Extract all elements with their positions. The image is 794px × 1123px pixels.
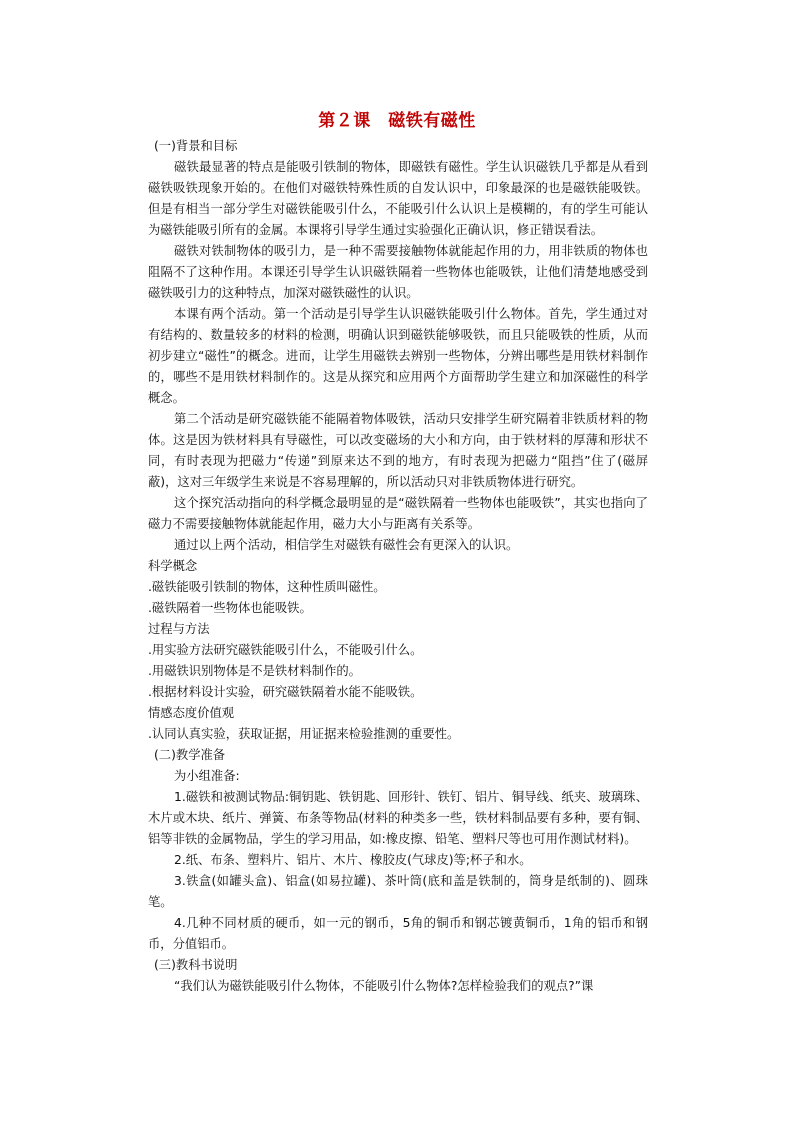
prep-item-4: 4.几种不同材质的硬币，如一元的钢币，5角的铜币和钢芯镀黄铜币，1角的铝币和钢币，分值铝币。 bbox=[148, 916, 648, 951]
document-body bbox=[148, 136, 648, 997]
attitude-heading: 情感态度价值观 bbox=[148, 706, 235, 720]
prep-item-3: 3.铁盒(如罐头盒)、铝盒(如易拉罐)、茶叶筒(底和盖是铁制的，筒身是纸制的)、圆珠笔。 bbox=[148, 874, 648, 909]
science-concept-heading: 科学概念 bbox=[148, 559, 198, 573]
science-concept-item-1: .磁铁能吸引铁制的物体，这种性质叫磁性。 bbox=[148, 580, 386, 594]
science-concept-item-2: .磁铁隔着一些物体也能吸铁。 bbox=[148, 601, 312, 615]
lesson-title: 第２课 磁铁有磁性 bbox=[318, 111, 476, 131]
paragraph-2: 磁铁对铁制物体的吸引力，是一种不需要接触物体就能起作用的力，用非铁质的物体也阻隔不了这种作用。本课还引导学生认识磁铁隔着一些物体也能吸铁，让他们清楚地感受到磁铁吸引力的这种特点，加深对磁铁磁性的认识。 bbox=[148, 244, 648, 300]
process-method-item-3: .根据材料设计实验，研究磁铁隔着水能不能吸铁。 bbox=[148, 685, 423, 699]
prep-item-1: 1.磁铁和被测试物品:铜钥匙、铁钥匙、回形针、铁钉、铝片、铜导线、纸夹、玻璃珠、木片或木块、纸片、弹簧、布条等物品(材料的种类多一些，铁材料制品要有多种，要有铜、铝等非铁的金属物品，学生的学习用品，如:橡皮擦、铅笔、塑料尺等也可用作测试材料)。 bbox=[148, 790, 648, 846]
section-heading-background: (一)背景和目标 bbox=[154, 139, 238, 153]
paragraph-last: “我们认为磁铁能吸引什么物体，不能吸引什么物体?怎样检验我们的观点?”课 bbox=[174, 979, 594, 993]
prep-item-2: 2.纸、布条、塑料片、铝片、木片、橡胶皮(气球皮)等;杯子和水。 bbox=[174, 853, 532, 867]
paragraph-1: 磁铁最显著的特点是能吸引铁制的物体，即磁铁有磁性。学生认识磁铁几乎都是从看到磁铁吸铁现象开始的。在他们对磁铁特殊性质的自发认识中，印象最深的也是磁铁能吸铁。但是有相当一部分学生对磁铁能吸引什么，不能吸引什么认识上是模糊的，有的学生可能认为磁铁能吸引所有的金属。本课将引导学生通过实验强化正确认识，修正错误看法。 bbox=[148, 160, 648, 237]
paragraph-4: 第二个活动是研究磁铁能不能隔着物体吸铁，活动只安排学生研究隔着非铁质材料的物体。这是因为铁材料具有导磁性，可以改变磁场的大小和方向，由于铁材料的厚薄和形状不同，有时表现为把磁力“传递”到原来达不到的地方，有时表现为把磁力“阻挡”住了(磁屏蔽)，这对三年级学生来说是不容易理解的，所以活动只对非铁质物体进行研究。 bbox=[148, 412, 648, 489]
paragraph-3: 本课有两个活动。第一个活动是引导学生认识磁铁能吸引什么物体。首先，学生通过对有结构的、数量较多的材料的检测，明确认识到磁铁能够吸铁，而且只能吸铁的性质，从而初步建立“磁性”的概念。进而，让学生用磁铁去辨别一些物体，分辨出哪些是用铁材料制作的，哪些不是用铁材料制作的。这是从探究和应用两个方面帮助学生建立和加深磁性的科学概念。 bbox=[148, 307, 648, 405]
attitude-item-1: .认同认真实验，获取证据，用证据来检验推测的重要性。 bbox=[148, 727, 460, 741]
process-method-heading: 过程与方法 bbox=[148, 622, 210, 636]
section-heading-preparation: (二)教学准备 bbox=[154, 748, 226, 762]
process-method-item-2: .用磁铁识别物体是不是铁材料制作的。 bbox=[148, 664, 361, 678]
paragraph-5: 这个探究活动指向的科学概念最明显的是“磁铁隔着一些物体也能吸铁”，其实也指向了磁力不需要接触物体就能起作用，磁力大小与距离有关系等。 bbox=[148, 496, 648, 531]
group-preparation-label: 为小组准备: bbox=[174, 769, 240, 783]
process-method-item-1: .用实验方法研究磁铁能吸引什么，不能吸引什么。 bbox=[148, 643, 423, 657]
section-heading-textbook: (三)教科书说明 bbox=[154, 958, 238, 972]
paragraph-6: 通过以上两个活动，相信学生对磁铁有磁性会有更深入的认识。 bbox=[174, 538, 519, 552]
